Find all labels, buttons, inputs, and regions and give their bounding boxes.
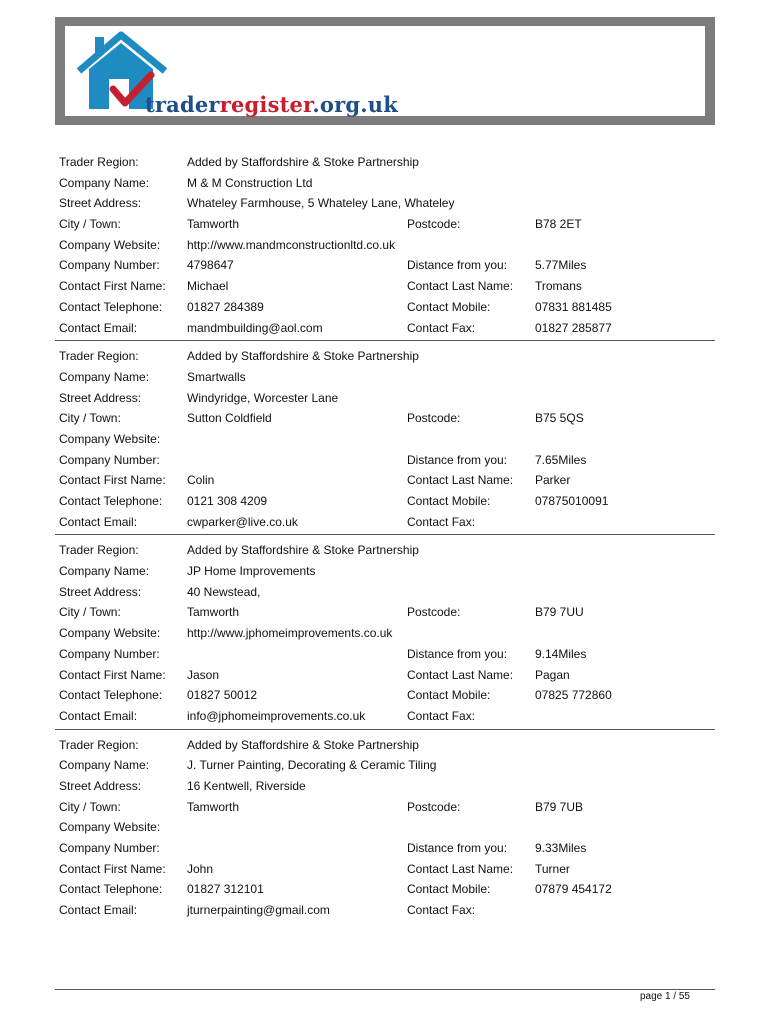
row-city — [55, 408, 715, 429]
label-company-name: Company Name: — [59, 369, 150, 384]
trader-record — [55, 730, 715, 923]
label-last-name: Contact Last Name: — [407, 279, 514, 294]
row-email — [55, 318, 715, 339]
value-company-name: Smartwalls — [187, 369, 246, 384]
label-company-name: Company Name: — [59, 175, 150, 190]
row-contact-name — [55, 665, 715, 686]
value-street-address: 16 Kentwell, Riverside — [187, 778, 306, 793]
label-postcode: Postcode: — [407, 799, 461, 814]
value-company-name: JP Home Improvements — [187, 564, 316, 579]
value-email[interactable]: cwparker@live.co.uk — [187, 514, 298, 529]
row-website — [55, 429, 715, 450]
value-trader-region: Added by Staffordshire & Stoke Partnership — [187, 737, 419, 752]
value-street-address: Whateley Farmhouse, 5 Whateley Lane, Whateley — [187, 196, 455, 211]
label-telephone: Contact Telephone: — [59, 494, 163, 508]
label-mobile: Contact Mobile: — [407, 688, 491, 703]
label-email: Contact Email: — [59, 708, 138, 723]
row-street-address — [55, 193, 715, 214]
label-city: City / Town: — [59, 217, 121, 232]
label-postcode: Postcode: — [407, 605, 461, 620]
value-city: Tamworth — [187, 605, 240, 620]
value-first-name: John — [187, 861, 214, 876]
brand-part-trader: trader — [145, 92, 220, 117]
label-first-name: Contact First Name: — [59, 279, 166, 294]
trader-record — [55, 152, 715, 341]
row-street-address — [55, 776, 715, 797]
label-city: City / Town: — [59, 799, 121, 814]
value-trader-region: Added by Staffordshire & Stoke Partnership — [187, 155, 419, 169]
label-distance: Distance from you: — [407, 646, 508, 661]
value-postcode: B79 7UU — [535, 605, 584, 620]
label-fax: Contact Fax: — [407, 708, 476, 723]
row-trader-region — [55, 735, 715, 756]
value-distance: 5.77Miles — [535, 258, 587, 273]
row-city — [55, 797, 715, 818]
label-distance: Distance from you: — [407, 841, 508, 855]
row-company-number — [55, 644, 715, 665]
value-fax: 01827 285877 — [535, 320, 612, 335]
label-last-name: Contact Last Name: — [407, 667, 514, 682]
row-email — [55, 512, 715, 533]
value-distance: 9.33Miles — [535, 841, 587, 855]
label-company-name: Company Name: — [59, 564, 150, 579]
label-trader-region: Trader Region: — [59, 155, 139, 169]
value-distance: 7.65Miles — [535, 452, 587, 467]
label-street-address: Street Address: — [59, 584, 142, 599]
label-trader-region: Trader Region: — [59, 543, 139, 558]
row-telephone — [55, 879, 715, 900]
row-company-name — [55, 755, 715, 776]
row-city — [55, 214, 715, 235]
brand-part-register: register — [219, 92, 313, 117]
label-telephone: Contact Telephone: — [59, 299, 163, 314]
value-telephone: 0121 308 4209 — [187, 494, 268, 508]
label-mobile: Contact Mobile: — [407, 299, 491, 314]
value-street-address: 40 Newstead, — [187, 584, 261, 599]
label-postcode: Postcode: — [407, 411, 461, 426]
value-last-name: Pagan — [535, 667, 570, 682]
trader-record — [55, 341, 715, 535]
label-company-number: Company Number: — [59, 452, 160, 467]
label-postcode: Postcode: — [407, 217, 461, 232]
row-city — [55, 602, 715, 623]
label-telephone: Contact Telephone: — [59, 882, 163, 897]
label-first-name: Contact First Name: — [59, 667, 166, 682]
label-website: Company Website: — [59, 237, 161, 252]
value-street-address: Windyridge, Worcester Lane — [187, 390, 339, 405]
row-contact-name — [55, 276, 715, 297]
label-website: Company Website: — [59, 820, 161, 835]
value-company-name: M & M Construction Ltd — [187, 175, 313, 190]
label-last-name: Contact Last Name: — [407, 861, 514, 876]
row-company-name — [55, 561, 715, 582]
trader-records — [55, 152, 715, 923]
row-website — [55, 817, 715, 838]
label-email: Contact Email: — [59, 514, 138, 529]
value-company-name: J. Turner Painting, Decorating & Ceramic Tiling — [187, 758, 437, 773]
footer-divider — [55, 989, 715, 990]
row-company-number — [55, 450, 715, 471]
label-distance: Distance from you: — [407, 452, 508, 467]
value-first-name: Jason — [187, 667, 220, 682]
label-email: Contact Email: — [59, 903, 138, 918]
value-mobile: 07879 454172 — [535, 882, 612, 897]
label-trader-region: Trader Region: — [59, 349, 139, 364]
value-last-name: Parker — [535, 473, 571, 488]
value-website[interactable]: http://www.mandmconstructionltd.co.uk — [187, 237, 396, 252]
label-fax: Contact Fax: — [407, 903, 476, 918]
label-company-number: Company Number: — [59, 258, 160, 273]
page-number: page 1 / 55 — [639, 991, 690, 1002]
label-trader-region: Trader Region: — [59, 737, 139, 752]
value-email[interactable]: mandmbuilding@aol.com — [187, 320, 323, 335]
value-trader-region: Added by Staffordshire & Stoke Partnership — [187, 543, 419, 558]
label-mobile: Contact Mobile: — [407, 494, 491, 508]
value-company-number: 4798647 — [187, 258, 234, 273]
label-street-address: Street Address: — [59, 778, 142, 793]
row-telephone — [55, 297, 715, 318]
label-city: City / Town: — [59, 605, 121, 620]
label-street-address: Street Address: — [59, 196, 142, 211]
row-website — [55, 623, 715, 644]
value-first-name: Michael — [187, 279, 229, 294]
value-distance: 9.14Miles — [535, 646, 587, 661]
row-telephone — [55, 685, 715, 706]
label-email: Contact Email: — [59, 320, 138, 335]
label-website: Company Website: — [59, 431, 161, 446]
row-email — [55, 706, 715, 727]
value-city: Tamworth — [187, 217, 240, 232]
label-first-name: Contact First Name: — [59, 473, 166, 488]
row-contact-name — [55, 859, 715, 880]
value-mobile: 07875010091 — [535, 494, 609, 508]
label-distance: Distance from you: — [407, 258, 508, 273]
header-banner — [55, 17, 715, 125]
row-trader-region — [55, 540, 715, 561]
header-inner — [65, 26, 705, 116]
label-city: City / Town: — [59, 411, 121, 426]
value-telephone: 01827 284389 — [187, 299, 264, 314]
value-telephone: 01827 50012 — [187, 688, 258, 703]
value-city: Tamworth — [187, 799, 240, 814]
label-website: Company Website: — [59, 626, 161, 641]
row-street-address — [55, 582, 715, 603]
row-email — [55, 900, 715, 921]
value-telephone: 01827 312101 — [187, 882, 264, 897]
value-postcode: B79 7UB — [535, 799, 584, 814]
row-company-name — [55, 173, 715, 194]
row-trader-region — [55, 346, 715, 367]
brand-part-domain: .org.uk — [312, 92, 399, 117]
value-first-name: Colin — [187, 473, 215, 488]
row-street-address — [55, 388, 715, 409]
label-company-number: Company Number: — [59, 646, 160, 661]
label-last-name: Contact Last Name: — [407, 473, 514, 488]
row-website — [55, 235, 715, 256]
row-company-number — [55, 255, 715, 276]
row-contact-name — [55, 470, 715, 491]
value-trader-region: Added by Staffordshire & Stoke Partnership — [187, 349, 419, 364]
value-postcode: B75 5QS — [535, 411, 584, 426]
value-last-name: Tromans — [535, 279, 582, 294]
label-mobile: Contact Mobile: — [407, 882, 491, 897]
label-street-address: Street Address: — [59, 390, 142, 405]
value-website[interactable]: http://www.jphomeimprovements.co.uk — [187, 626, 393, 641]
label-first-name: Contact First Name: — [59, 861, 166, 876]
row-company-name — [55, 367, 715, 388]
label-fax: Contact Fax: — [407, 320, 476, 335]
value-mobile: 07831 881485 — [535, 299, 612, 314]
label-company-number: Company Number: — [59, 841, 160, 855]
value-mobile: 07825 772860 — [535, 688, 612, 703]
value-email[interactable]: info@jphomeimprovements.co.uk — [187, 708, 366, 723]
label-telephone: Contact Telephone: — [59, 688, 163, 703]
value-email[interactable]: jturnerpainting@gmail.com — [187, 903, 330, 918]
row-telephone — [55, 491, 715, 512]
trader-record — [55, 535, 715, 729]
value-city: Sutton Coldfield — [187, 411, 272, 426]
value-last-name: Turner — [535, 861, 570, 876]
label-company-name: Company Name: — [59, 758, 150, 773]
row-company-number — [55, 838, 715, 859]
label-fax: Contact Fax: — [407, 514, 476, 529]
value-postcode: B78 2ET — [535, 217, 582, 232]
brand-wordmark — [145, 92, 398, 117]
row-trader-region — [55, 152, 715, 173]
